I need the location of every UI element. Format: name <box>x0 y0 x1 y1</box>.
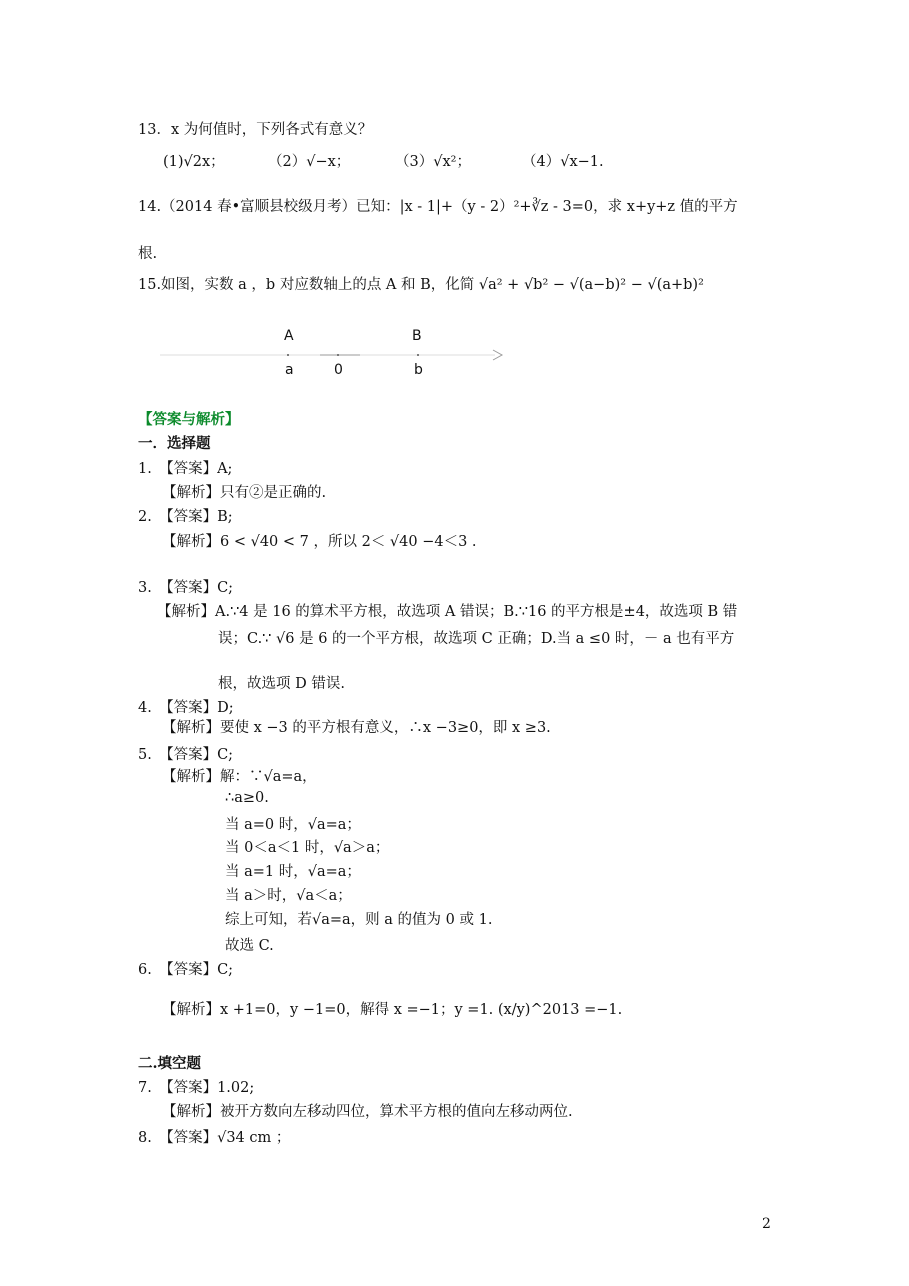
a3-line-2: 误；C.∵ √6 是 6 的一个平方根，故选项 C 正确；D.当 a ≤0 时，－ a 也有平方 <box>218 631 735 647</box>
a6-explanation: 【解析】x +1=0，y −1=0，解得 x =−1；y =1. (x/y)^2013 =−1. <box>162 1002 623 1018</box>
a5-line-3: 当 a=0 时，√a=a； <box>225 817 361 833</box>
number-line <box>160 325 520 380</box>
q13-item-3: （3）√x²； <box>395 154 471 170</box>
section-2-title: 二.填空题 <box>138 1055 202 1072</box>
a5-line-7: 综上可知，若√a=a，则 a 的值为 0 或 1. <box>225 912 493 928</box>
a1-explanation: 【解析】只有②是正确的. <box>162 485 327 501</box>
zero-label: 0 <box>334 362 343 378</box>
q15-text: 15.如图，实数 a ，b 对应数轴上的点 A 和 B，化简 √a² + √b² − √(a−b)² − √(a+b)² <box>138 277 704 293</box>
a4-answer: 4. 【答案】D; <box>138 700 234 716</box>
a5-line-4: 当 0＜a＜1 时，√a＞a； <box>225 840 390 856</box>
a5-line-6: 当 a＞时，√a＜a； <box>225 888 352 904</box>
point-B-label: B <box>412 328 422 344</box>
q13-item-2: （2）√−x； <box>268 154 351 170</box>
q13-text: 13．x 为何值时，下列各式有意义？ <box>138 122 373 138</box>
a1-answer: 1. 【答案】A; <box>138 461 233 477</box>
a5-line-5: 当 a=1 时，√a=a； <box>225 864 361 880</box>
a5-line-1: 【解析】解：∵√a=a， <box>162 769 317 785</box>
a2-explanation: 【解析】6 < √40 < 7 ，所以 2＜ √40 −4＜3 . <box>162 534 477 550</box>
a7-answer: 7. 【答案】1.02; <box>138 1080 255 1096</box>
a6-answer: 6. 【答案】C; <box>138 962 234 978</box>
a7-explanation: 【解析】被开方数向左移动四位，算术平方根的值向左移动两位. <box>162 1104 573 1120</box>
q13-item-4: （4）√x−1. <box>522 154 604 170</box>
q14-cont: 根. <box>138 246 158 262</box>
point-b-label: b <box>414 362 423 378</box>
a3-line-1: 【解析】A.∵4 是 16 的算术平方根，故选项 A 错误；B.∵16 的平方根是±4，故选项 B 错 <box>157 604 738 620</box>
section-1-title: 一．选择题 <box>138 435 211 452</box>
answers-title: 【答案与解析】 <box>138 411 240 428</box>
point-A-label: A <box>284 328 294 344</box>
page-number: 2 <box>762 1216 771 1232</box>
a3-line-3: 根，故选项 D 错误. <box>218 676 345 692</box>
a5-line-8: 故选 C. <box>225 938 274 954</box>
point-a-label: a <box>285 362 294 378</box>
a4-explanation: 【解析】要使 x −3 的平方根有意义，∴x −3≥0，即 x ≥3. <box>162 720 551 736</box>
a2-answer: 2. 【答案】B; <box>138 509 233 525</box>
q13-item-1: (1)√2x； <box>163 154 225 170</box>
a5-answer: 5. 【答案】C; <box>138 747 234 763</box>
a5-line-2: ∴a≥0. <box>225 790 269 806</box>
a8-answer: 8. 【答案】√34 cm ； <box>138 1130 291 1146</box>
q14-text: 14.（2014 春•富顺县校级月考）已知：|x - 1|+（y - 2）²+∛z - 3=0，求 x+y+z 值的平方 <box>138 199 738 215</box>
a3-answer: 3. 【答案】C; <box>138 580 234 596</box>
